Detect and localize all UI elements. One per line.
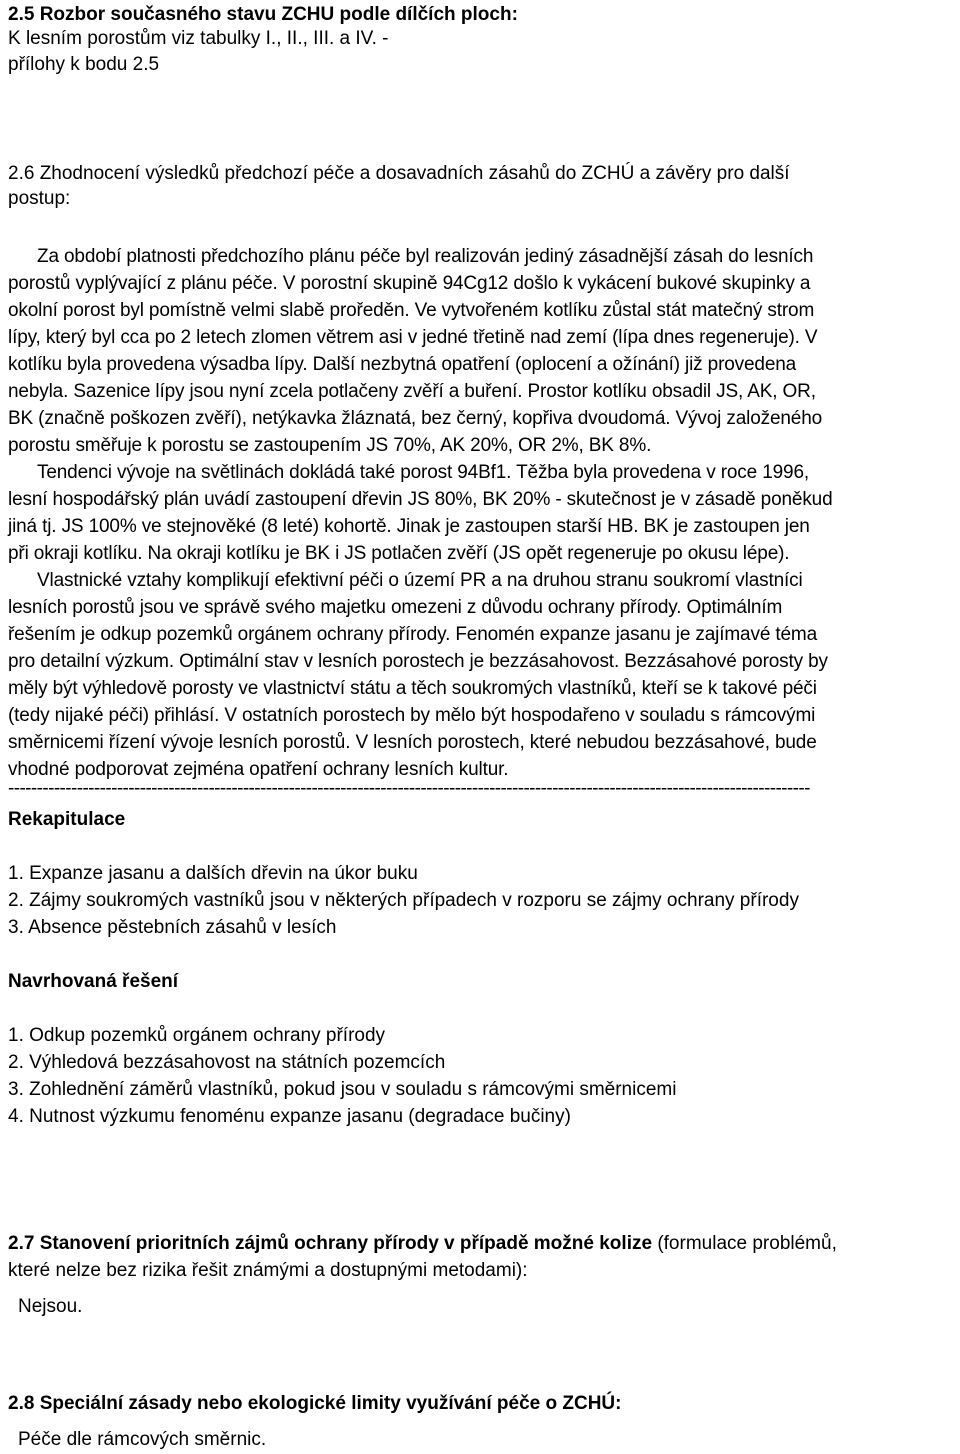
paragraph-line: porostu směřuje k porostu se zastoupením JS 70%, AK 20%, OR 2%, BK 8%. xyxy=(8,435,652,456)
list-item: 3. Absence pěstebních zásahů v lesích xyxy=(8,917,337,938)
rekapitulace-heading: Rekapitulace xyxy=(8,809,126,830)
paragraph-line: vhodné podporovat zejména opatření ochrany lesních kultur. xyxy=(8,759,509,780)
paragraph-line: měly být výhledově porosty ve vlastnictví státu a těch soukromých vlastníků, kteří se k takové péči xyxy=(8,678,817,699)
paragraph-line: jiná tj. JS 100% ve stejnověké (8 leté) kohortě. Jinak je zastoupen starší HB. BK je zastoupen jen xyxy=(8,516,810,537)
paragraph-line: kotlíku byla provedena výsadba lípy. Další nezbytná opatření (oplocení a ožínání) již provedena xyxy=(8,354,797,375)
section-2-6-title: postup: xyxy=(8,188,71,209)
paragraph-line: pro detailní výzkum. Optimální stav v lesních porostech je bezzásahovost. Bezzásahové porosty by xyxy=(8,651,828,672)
section-2-7-title xyxy=(8,1232,837,1255)
list-item: 2. Zájmy soukromých vastníků jsou v některých případech v rozporu se zájmy ochrany přírody xyxy=(8,890,799,911)
section-2-7-answer: Nejsou. xyxy=(18,1296,83,1317)
section-2-7-title: které nelze bez rizika řešit známými a dostupnými metodami): xyxy=(8,1260,528,1281)
paragraph-line: BK (značně poškozen zvěří), netýkavka žláznatá, bez černý, kopřiva dvoudomá. Vývoj založeného xyxy=(8,408,823,429)
list-item: 2. Výhledová bezzásahovost na státních pozemcích xyxy=(8,1052,446,1073)
section-2-7-title-bold: 2.7 Stanovení prioritních zájmů ochrany přírody v případě možné kolize xyxy=(8,1233,653,1254)
paragraph-line: lesních porostů jsou ve správě svého majetku omezeni z důvodu ochrany přírody. Optimálním xyxy=(8,597,783,618)
section-2-8-answer: Péče dle rámcových směrnic. xyxy=(18,1429,267,1450)
paragraph-line: Za období platnosti předchozího plánu péče byl realizován jediný zásadnější zásah do lesních xyxy=(37,246,814,267)
paragraph-line: okolní porost byl pomístně velmi slabě proředěn. Ve vytvořeném kotlíku zůstal stát matečný strom xyxy=(8,300,815,321)
list-item: 3. Zohlednění záměrů vlastníků, pokud jsou v souladu s rámcovými směrnicemi xyxy=(8,1079,677,1100)
paragraph-line: porostů vyplývající z plánu péče. V porostní skupině 94Cg12 došlo k vykácení bukové skupinky a xyxy=(8,273,811,294)
list-item: 4. Nutnost výzkumu fenoménu expanze jasanu (degradace bučiny) xyxy=(8,1106,571,1127)
paragraph-line: nebyla. Sazenice lípy jsou nyní zcela potlačeny zvěří a buření. Prostor kotlíku obsadil JS, AK, OR, xyxy=(8,381,816,402)
paragraph-line: (tedy nijaké péči) přihlásí. V ostatních porostech by mělo být hospodařeno v souladu s rámcovými xyxy=(8,705,816,726)
section-2-5-line: K lesním porostům viz tabulky I., II., III. a IV. - xyxy=(8,28,389,49)
section-2-8-title: 2.8 Speciální zásady nebo ekologické limity využívání péče o ZCHÚ: xyxy=(8,1393,622,1414)
paragraph-line: lípy, který byl cca po 2 letech zlomen větrem asi v jedné třetině nad zemí (lípa dnes regeneruje). V xyxy=(8,327,818,348)
section-2-6-title: 2.6 Zhodnocení výsledků předchozí péče a dosavadních zásahů do ZCHÚ a závěry pro další xyxy=(8,163,790,184)
list-item: 1. Expanze jasanu a dalších dřevin na úkor buku xyxy=(8,863,418,884)
navrhovana-reseni-heading: Navrhovaná řešení xyxy=(8,971,179,992)
paragraph-line: řešením je odkup pozemků orgánem ochrany přírody. Fenomén expanze jasanu je zajímavé téma xyxy=(8,624,818,645)
paragraph-line: lesní hospodářský plán uvádí zastoupení dřevin JS 80%, BK 20% - skutečnost je v zásadě poněkud xyxy=(8,489,833,510)
paragraph-line: směrnicemi řízení vývoje lesních porostů. V lesních porostech, které nebudou bezzásahové, bude xyxy=(8,732,817,753)
section-2-5-line: přílohy k bodu 2.5 xyxy=(8,54,160,75)
separator-line: -------------------------------------------------------------------------------------------------------------------------------------------- xyxy=(8,778,810,799)
paragraph-line: Tendenci vývoje na světlinách dokládá také porost 94Bf1. Těžba byla provedena v roce 1996, xyxy=(37,462,809,483)
list-item: 1. Odkup pozemků orgánem ochrany přírody xyxy=(8,1025,386,1046)
paragraph-line: při okraji kotlíku. Na okraji kotlíku je BK i JS potlačen zvěří (JS opět regeneruje po okusu lépe). xyxy=(8,543,790,564)
section-2-5-title: 2.5 Rozbor současného stavu ZCHU podle dílčích ploch: xyxy=(8,4,518,25)
section-2-7-title-rest: (formulace problémů, xyxy=(652,1233,837,1254)
paragraph-line: Vlastnické vztahy komplikují efektivní péči o území PR a na druhou stranu soukromí vlastníci xyxy=(37,570,803,591)
